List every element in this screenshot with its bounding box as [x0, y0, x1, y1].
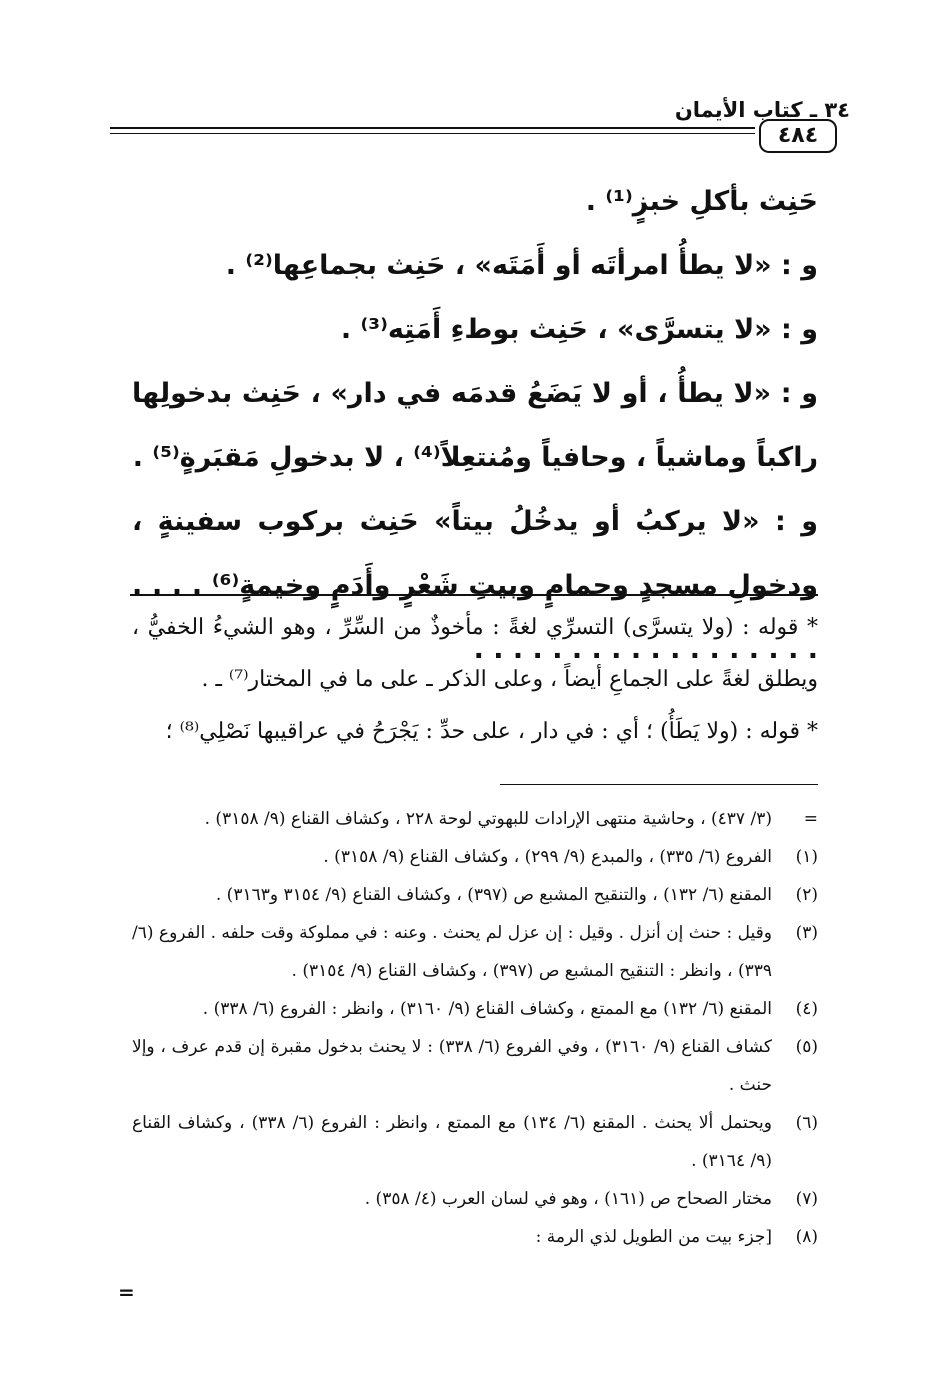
- footnote-text: مختار الصحاح ص (١٦١) ، وهو في لسان العرب (٤/ ٣٥٨) .: [364, 1189, 772, 1209]
- commentary-paragraph: * قوله : (ولا يتسرَّى) التسرِّي لغةً : مأخوذٌ من السِّرِّ ، وهو الشيءُ الخفيُّ ، ويطلق لغةً على الجماعِ أيضاً ، وعلى الذكر ـ على ما في المختار⁽⁷⁾ ـ .: [132, 615, 818, 692]
- footnote-item: [132, 1104, 818, 1180]
- main-text-separator: [130, 594, 818, 596]
- footnote-text: المقنع (٦/ ١٣٢) مع الممتع ، وكشاف القناع (٩/ ٣١٦٠) ، وانظر : الفروع (٦/ ٣٣٨) .: [202, 999, 772, 1019]
- footnote-number: (٣): [795, 923, 818, 943]
- footnote-number: =: [803, 809, 818, 829]
- footnote-item: [132, 914, 818, 990]
- footnote-item: [132, 990, 818, 1028]
- main-paragraph: و : «لا يركبُ أو يدخُلُ بيتاً» حَنِث بركوب سفينةٍ ، ودخولِ مسجدٍ وحمامٍ وبيتِ شَعْرٍ وأَدَمٍ وخيمةٍ⁽⁶⁾ . . . . . . . . . . . . . . . . . . . . . .: [132, 506, 818, 665]
- footnote-number: (٥): [795, 1037, 818, 1057]
- continuation-mark: =: [118, 1280, 135, 1304]
- footnote-number: (٧): [795, 1189, 818, 1209]
- footnote-number: (١): [795, 847, 818, 867]
- footnote-text: الفروع (٦/ ٣٣٥) ، والمبدع (٩/ ٢٩٩) ، وكشاف القناع (٩/ ٣١٥٨) .: [323, 847, 772, 867]
- footnote-text: ويحتمل ألا يحنث . المقنع (٦/ ١٣٤) مع الممتع ، وانظر : الفروع (٦/ ٣٣٨) ، وكشاف القناع (٩/ ٣١٦٤) .: [132, 1113, 772, 1171]
- footnote-item: [132, 1180, 818, 1218]
- main-paragraph: و : «لا يطأُ ، أو لا يَضَعُ قدمَه في دار» ، حَنِث بدخولِها راكباً وماشياً ، وحافياً ومُنتعِلاً⁽⁴⁾ ، لا بدخولِ مَقبَرةٍ⁽⁵⁾ .: [132, 378, 818, 473]
- footnote-separator: [500, 784, 818, 785]
- footnote-number: (٤): [795, 999, 818, 1019]
- footnote-text: [جزء بيت من الطويل لذي الرمة :: [535, 1227, 772, 1247]
- main-paragraph: و : «لا يتسرَّى» ، حَنِث بوطءِ أَمَتِه⁽³⁾ .: [340, 314, 818, 345]
- footnote-text: (٣/ ٤٣٧) ، وحاشية منتهى الإرادات للبهوتي لوحة ٢٢٨ ، وكشاف القناع (٩/ ٣١٥٨) .: [204, 809, 772, 829]
- footnotes: [132, 800, 818, 1256]
- header-rule-thin: [110, 133, 755, 134]
- header-rule: [110, 127, 755, 129]
- running-title: ٣٤ ـ كتاب الأيمان: [674, 98, 850, 122]
- commentary-paragraph: * قوله : (ولا يَطَأُ) ؛ أي : في دار ، على حدِّ : يَجْرَحُ في عراقيبها نَصْلِي⁽⁸⁾ ؛: [165, 719, 818, 744]
- footnote-item: [132, 1028, 818, 1104]
- page-number: ٤٨٤: [759, 119, 837, 153]
- footnote-number: (٦): [795, 1113, 818, 1133]
- main-paragraph: حَنِث بأكلِ خبزٍ⁽¹⁾ .: [585, 186, 818, 217]
- main-paragraph: و : «لا يطأُ امرأتَه أو أَمَتَه» ، حَنِث بجماعِها⁽²⁾ .: [225, 250, 818, 281]
- footnote-item: [132, 800, 818, 838]
- footnote-text: المقنع (٦/ ١٣٢) ، والتنقيح المشبع ص (٣٩٧) ، وكشاف القناع (٩/ ٣١٥٤ و٣١٦٣) .: [215, 885, 772, 905]
- footnote-number: (٨): [795, 1227, 818, 1247]
- commentary: [132, 602, 818, 758]
- footnote-text: كشاف القناع (٩/ ٣١٦٠) ، وفي الفروع (٦/ ٣٣٨) : لا يحنث بدخول مقبرة إن قدم عرف ، وإلا حنث .: [132, 1037, 772, 1095]
- footnote-item: [132, 1218, 818, 1256]
- footnote-item: [132, 876, 818, 914]
- footnote-text: وقيل : حنث إن أنزل . وقيل : إن عزل لم يحنث . وعنه : في مملوكة وقت حلفه . الفروع (٦/ ٣٣٩) ، وانظر : التنقيح المشبع ص (٣٩٧) ، وكشاف القناع (٩/ ٣١٥٤) .: [132, 923, 772, 981]
- footnote-number: (٢): [795, 885, 818, 905]
- footnote-item: [132, 838, 818, 876]
